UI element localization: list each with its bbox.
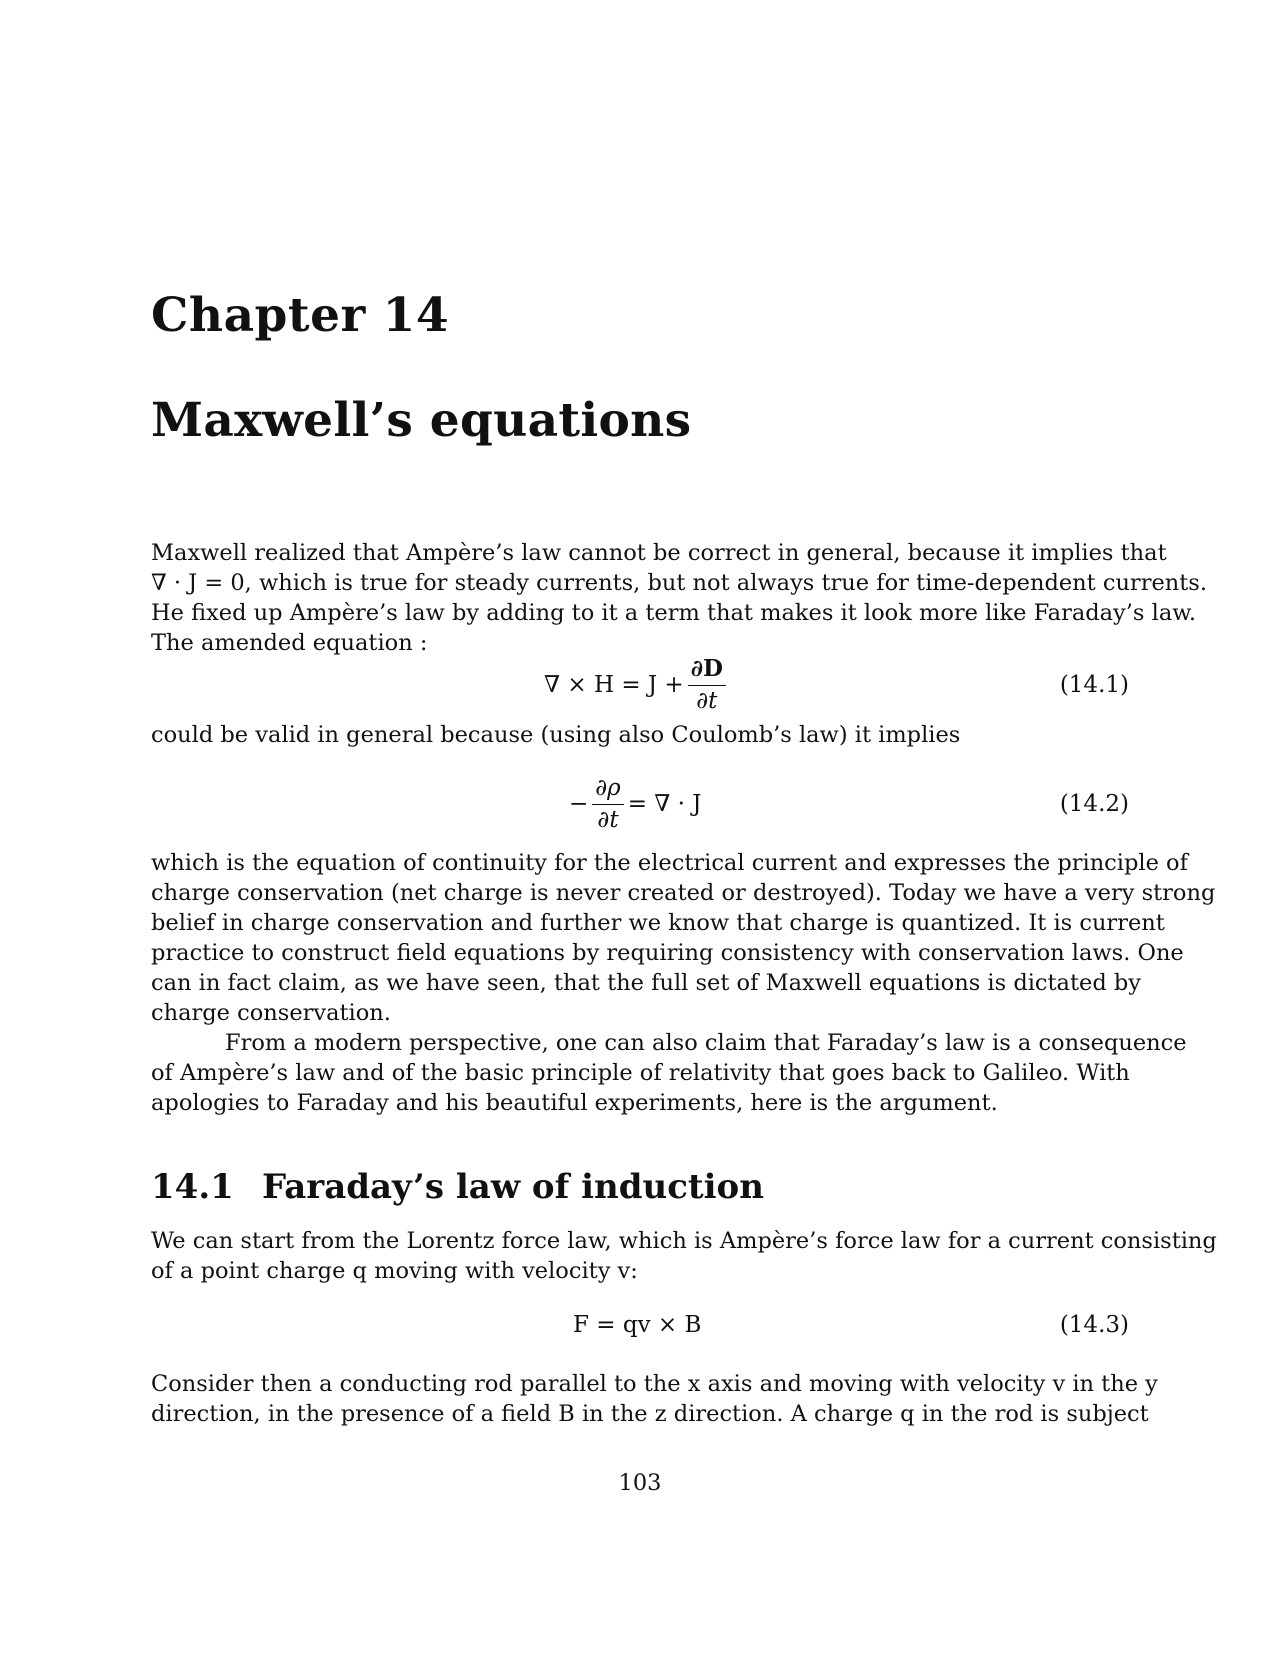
text-line: could be valid in general because (using also Coulomb’s law) it implies xyxy=(151,722,961,748)
implies-line xyxy=(151,720,1129,750)
rod-paragraph xyxy=(151,1369,1158,1429)
equation-number: (14.3) xyxy=(1059,1312,1129,1338)
fraction-numerator: ∂D xyxy=(688,657,726,685)
text-line: can in fact claim, as we have seen, that the full set of Maxwell equations is dictated by xyxy=(151,970,1141,996)
page-number: 103 xyxy=(618,1470,662,1496)
chapter-label: Chapter 14 xyxy=(151,288,450,343)
text-line: direction, in the presence of a field B in the z direction. A charge q in the rod is subject xyxy=(151,1401,1149,1427)
text-line: Maxwell realized that Ampère’s law cannot be correct in general, because it implies that xyxy=(151,540,1167,566)
fraction-denominator: ∂t xyxy=(597,806,619,833)
section-number: 14.1 xyxy=(151,1167,234,1207)
text-line: of Ampère’s law and of the basic principle of relativity that goes back to Galileo. With xyxy=(151,1060,1130,1086)
equation-14-3 xyxy=(151,1295,1129,1355)
text-line: Consider then a conducting rod parallel to the x axis and moving with velocity v in the y xyxy=(151,1371,1158,1397)
equation-body: F = qv × B xyxy=(573,1312,702,1338)
equation-lhs: ∇ × H = J + xyxy=(544,672,684,698)
continuity-paragraph xyxy=(151,848,1216,1028)
text-line: charge conservation (net charge is never created or destroyed). Today we have a very strong xyxy=(151,880,1216,906)
section-title: Faraday’s law of induction xyxy=(262,1167,764,1207)
text-line: apologies to Faraday and his beautiful experiments, here is the argument. xyxy=(151,1090,998,1116)
chapter-title: Maxwell’s equations xyxy=(151,393,692,448)
equation-number: (14.2) xyxy=(1059,791,1129,817)
equation-14-2 xyxy=(151,769,1129,839)
text-line: ∇ · J = 0, which is true for steady currents, but not always true for time-dependent currents. xyxy=(151,570,1207,596)
text-line: We can start from the Lorentz force law, which is Ampère’s force law for a current consisting xyxy=(151,1228,1217,1254)
minus-sign: − xyxy=(569,791,589,817)
text-line: practice to construct field equations by requiring consistency with conservation laws. One xyxy=(151,940,1184,966)
fraction-denominator: ∂t xyxy=(696,687,718,714)
equation-number: (14.1) xyxy=(1059,672,1129,698)
text-line: charge conservation. xyxy=(151,1000,391,1026)
modern-perspective-paragraph xyxy=(151,1028,1187,1118)
text-line: belief in charge conservation and further we know that charge is quantized. It is current xyxy=(151,910,1165,936)
text-line: which is the equation of continuity for the electrical current and expresses the principle of xyxy=(151,850,1188,876)
intro-paragraph xyxy=(151,538,1207,658)
text-line: From a modern perspective, one can also claim that Faraday’s law is a consequence xyxy=(225,1030,1187,1056)
fraction xyxy=(688,657,726,712)
text-line: of a point charge q moving with velocity v: xyxy=(151,1258,638,1284)
lorentz-paragraph xyxy=(151,1226,1217,1286)
text-line: He fixed up Ampère’s law by adding to it a term that makes it look more like Faraday’s law. xyxy=(151,600,1196,626)
equation-14-1 xyxy=(151,650,1129,720)
fraction xyxy=(592,776,623,831)
text-line: The amended equation : xyxy=(151,630,428,656)
section-heading xyxy=(151,1167,764,1207)
fraction-numerator: ∂ρ xyxy=(592,776,623,804)
equation-rhs: = ∇ · J xyxy=(627,791,702,817)
